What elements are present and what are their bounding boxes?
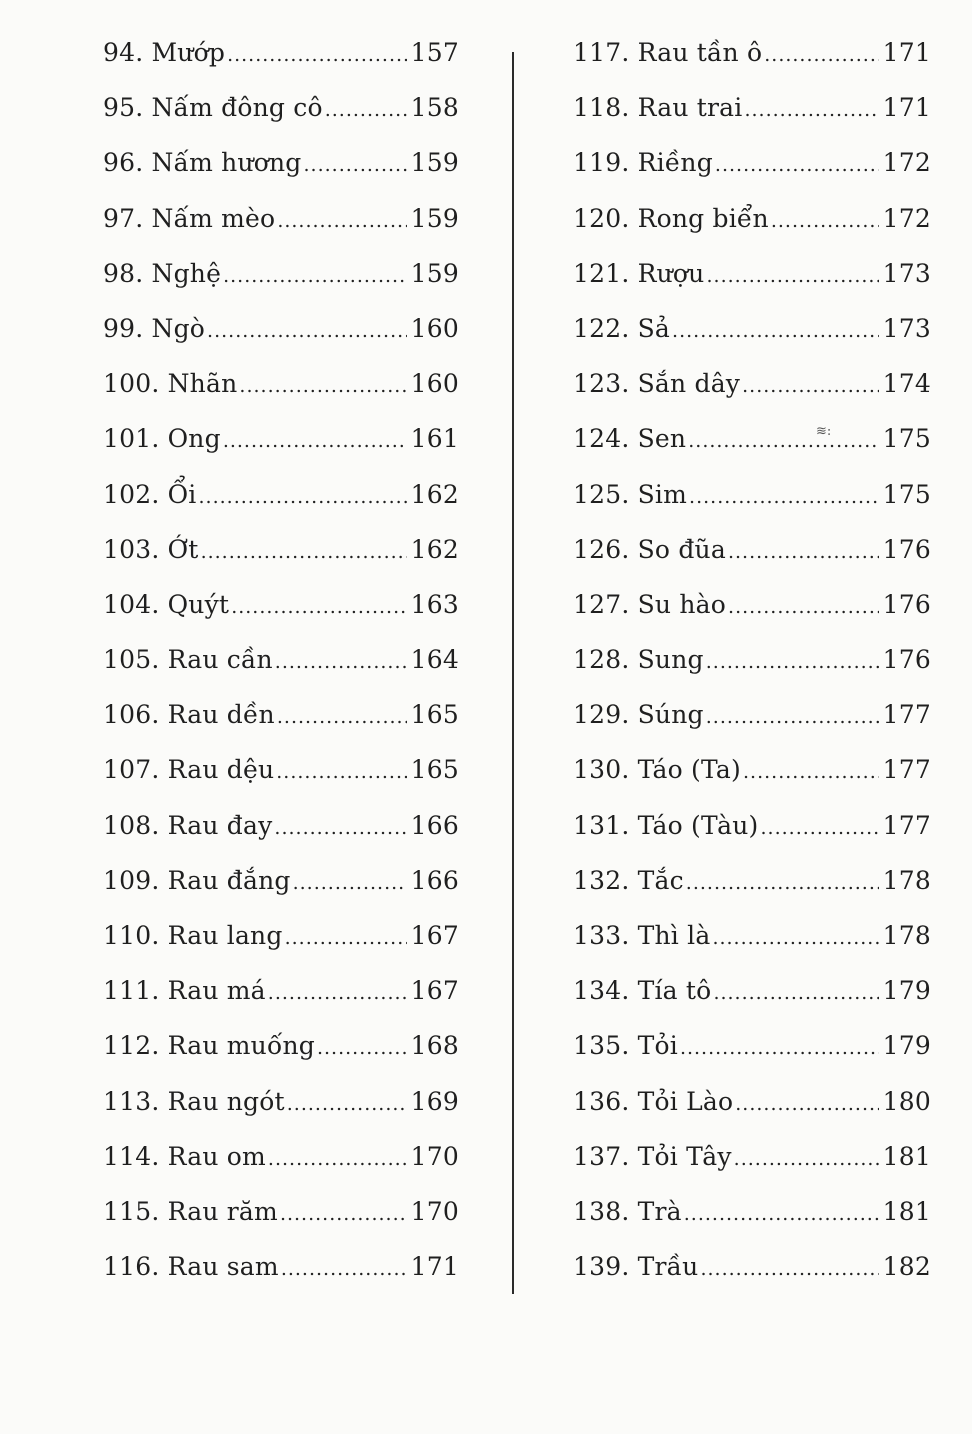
toc-entry — [573, 369, 931, 424]
dot-leader — [744, 99, 878, 121]
toc-entry-title: 121. Rượu — [573, 258, 705, 288]
toc-entry-title: 106. Rau dền — [103, 700, 275, 730]
toc-entry-page-number: 167 — [410, 976, 459, 1006]
toc-entry-title: 137. Tỏi Tây — [573, 1141, 732, 1171]
toc-entry-title: 122. Sả — [573, 313, 671, 343]
toc-entry-title: 135. Tỏi — [573, 1031, 678, 1061]
toc-entry-title: 105. Rau cần — [103, 645, 273, 675]
dot-leader — [274, 817, 406, 839]
toc-entry-page-number: 160 — [410, 313, 459, 343]
toc-entry — [103, 259, 459, 314]
toc-entry — [573, 700, 931, 755]
toc-entry-page-number: 159 — [410, 148, 459, 178]
dot-leader — [707, 265, 879, 287]
toc-entry-title: 139. Trầu — [573, 1252, 699, 1282]
toc-entry — [103, 1142, 459, 1197]
dot-leader — [706, 651, 879, 673]
toc-entry-title: 111. Rau má — [103, 976, 266, 1006]
print-smudge: ≋: — [816, 424, 832, 439]
dot-leader — [688, 430, 878, 452]
toc-entry-page-number: 177 — [882, 810, 931, 840]
dot-leader — [742, 375, 879, 397]
toc-entry-page-number: 179 — [882, 1031, 931, 1061]
toc-entry — [573, 1031, 931, 1086]
toc-entry-page-number: 181 — [882, 1141, 931, 1171]
toc-entry-title: 109. Rau đắng — [103, 865, 291, 895]
toc-entry — [573, 755, 931, 810]
dot-leader — [317, 1037, 407, 1059]
dot-leader — [734, 1148, 879, 1170]
toc-entry-page-number: 173 — [882, 258, 931, 288]
toc-entry — [573, 921, 931, 976]
toc-entry-page-number: 168 — [410, 1031, 459, 1061]
toc-entry — [573, 148, 931, 203]
toc-entry — [103, 38, 459, 93]
toc-entry — [103, 424, 459, 479]
toc-entry-page-number: 174 — [882, 369, 931, 399]
toc-entry-title: 119. Riềng — [573, 148, 713, 178]
dot-leader — [276, 761, 406, 783]
toc-entry-page-number: 162 — [410, 479, 459, 509]
toc-entry — [103, 700, 459, 755]
toc-entry-title: 126. So đũa — [573, 534, 726, 564]
toc-entry-page-number: 181 — [882, 1196, 931, 1226]
toc-entry — [573, 535, 931, 590]
toc-entry-page-number: 173 — [882, 313, 931, 343]
toc-entry-title: 107. Rau dệu — [103, 755, 275, 785]
toc-entry — [103, 1031, 459, 1086]
dot-leader — [715, 154, 879, 176]
toc-entry-page-number: 170 — [410, 1196, 459, 1226]
toc-entry-title: 94. Mướp — [103, 38, 226, 67]
toc-entry-page-number: 160 — [410, 369, 459, 399]
toc-entry-title: 125. Sim — [573, 479, 688, 509]
toc-entry — [103, 93, 459, 148]
toc-entry-page-number: 166 — [410, 865, 459, 895]
toc-entry-page-number: 176 — [882, 534, 931, 564]
toc-entry — [103, 314, 459, 369]
toc-entry — [573, 38, 931, 93]
toc-left-column — [103, 38, 459, 1307]
toc-entry — [573, 1087, 931, 1142]
toc-entry — [573, 811, 931, 866]
toc-entry-title: 108. Rau đay — [103, 810, 273, 840]
toc-entry-title: 99. Ngò — [103, 313, 206, 343]
dot-leader — [304, 154, 407, 176]
toc-entry-title: 134. Tía tô — [573, 976, 712, 1006]
dot-leader — [712, 927, 878, 949]
dot-leader — [713, 982, 878, 1004]
toc-entry-title: 118. Rau trai — [573, 93, 743, 123]
dot-leader — [686, 872, 879, 894]
toc-entry-title: 120. Rong biển — [573, 203, 769, 233]
toc-entry-page-number: 176 — [882, 645, 931, 675]
toc-entry-title: 127. Su hào — [573, 589, 727, 619]
toc-entry-title: 129. Súng — [573, 700, 704, 730]
dot-leader — [231, 596, 406, 618]
toc-entry-title: 110. Rau lang — [103, 921, 283, 950]
dot-leader — [325, 99, 407, 121]
toc-entry-title: 101. Ong — [103, 424, 221, 454]
toc-entry — [103, 1197, 459, 1252]
toc-entry — [103, 148, 459, 203]
toc-entry-page-number: 165 — [410, 755, 459, 785]
toc-entry-page-number: 159 — [410, 258, 459, 288]
toc-entry-title: 136. Tỏi Lào — [573, 1086, 734, 1116]
toc-entry — [573, 590, 931, 645]
dot-leader — [285, 927, 407, 949]
toc-entry-title: 130. Táo (Ta) — [573, 755, 741, 785]
toc-entry — [103, 976, 459, 1031]
dot-leader — [728, 541, 879, 563]
dot-leader — [771, 210, 879, 232]
toc-entry — [573, 314, 931, 369]
toc-entry-page-number: 165 — [410, 700, 459, 730]
toc-entry-page-number: 178 — [882, 921, 931, 950]
toc-entry-page-number: 166 — [410, 810, 459, 840]
toc-entry-title: 102. Ổi — [103, 479, 197, 509]
toc-entry-page-number: 157 — [410, 38, 459, 67]
toc-entry — [573, 204, 931, 259]
toc-entry-title: 138. Trà — [573, 1196, 682, 1226]
toc-entry-page-number: 177 — [882, 755, 931, 785]
toc-entry-title: 98. Nghệ — [103, 258, 222, 288]
toc-entry — [103, 811, 459, 866]
dot-leader — [280, 1203, 407, 1225]
toc-entry — [573, 424, 931, 479]
toc-entry — [103, 866, 459, 921]
toc-entry — [103, 535, 459, 590]
toc-entry-page-number: 159 — [410, 203, 459, 233]
toc-entry — [103, 1252, 459, 1307]
dot-leader — [735, 1093, 878, 1115]
toc-entry-title: 104. Quýt — [103, 589, 230, 619]
dot-leader — [700, 1258, 878, 1280]
toc-entry-page-number: 182 — [882, 1252, 931, 1282]
dot-leader — [281, 1258, 407, 1280]
dot-leader — [689, 486, 879, 508]
dot-leader — [706, 706, 879, 728]
toc-entry-title: 113. Rau ngót — [103, 1086, 285, 1116]
toc-entry-title: 103. Ớt — [103, 534, 199, 564]
dot-leader — [201, 541, 407, 563]
dot-leader — [743, 761, 879, 783]
toc-entry-title: 128. Sung — [573, 645, 704, 675]
toc-entry-page-number: 175 — [882, 424, 931, 454]
dot-leader — [293, 872, 407, 894]
toc-entry — [103, 204, 459, 259]
toc-entry-title: 115. Rau răm — [103, 1196, 278, 1226]
toc-entry-page-number: 171 — [882, 93, 931, 123]
toc-entry — [103, 755, 459, 810]
dot-leader — [227, 44, 407, 66]
toc-entry-page-number: 176 — [882, 589, 931, 619]
toc-entry-page-number: 171 — [410, 1252, 459, 1282]
toc-entry-title: 117. Rau tần ô — [573, 38, 763, 67]
toc-entry-page-number: 172 — [882, 148, 931, 178]
toc-entry-title: 112. Rau muống — [103, 1031, 315, 1061]
dot-leader — [761, 817, 879, 839]
dot-leader — [275, 651, 407, 673]
toc-entry-page-number: 162 — [410, 534, 459, 564]
toc-entry — [103, 921, 459, 976]
toc-entry-page-number: 164 — [410, 645, 459, 675]
toc-entry — [573, 1142, 931, 1197]
toc-entry-title: 97. Nấm mèo — [103, 203, 276, 233]
toc-entry-page-number: 179 — [882, 976, 931, 1006]
toc-right-column — [573, 38, 931, 1307]
toc-entry-page-number: 180 — [882, 1086, 931, 1116]
dot-leader — [728, 596, 879, 618]
toc-entry — [573, 976, 931, 1031]
toc-entry-title: 124. Sen — [573, 424, 687, 454]
dot-leader — [223, 265, 407, 287]
dot-leader — [199, 486, 407, 508]
toc-entry-page-number: 169 — [410, 1086, 459, 1116]
toc-entry — [573, 93, 931, 148]
dot-leader — [680, 1037, 879, 1059]
toc-entry — [103, 369, 459, 424]
toc-entry — [103, 1087, 459, 1142]
toc-entry-title: 116. Rau sam — [103, 1252, 279, 1282]
toc-entry — [573, 1252, 931, 1307]
toc-entry-page-number: 172 — [882, 203, 931, 233]
column-divider — [512, 52, 514, 1294]
toc-entry — [103, 480, 459, 535]
toc-entry-page-number: 178 — [882, 865, 931, 895]
toc-entry-page-number: 171 — [882, 38, 931, 67]
dot-leader — [764, 44, 878, 66]
toc-entry-title: 100. Nhãn — [103, 369, 238, 399]
toc-entry-page-number: 175 — [882, 479, 931, 509]
toc-entry-page-number: 158 — [410, 93, 459, 123]
dot-leader — [239, 375, 406, 397]
toc-entry-page-number: 161 — [410, 424, 459, 454]
toc-entry — [103, 645, 459, 700]
dot-leader — [207, 320, 407, 342]
toc-entry-title: 96. Nấm hương — [103, 148, 302, 178]
toc-entry — [573, 259, 931, 314]
toc-entry-title: 132. Tắc — [573, 865, 684, 895]
dot-leader — [672, 320, 879, 342]
toc-entry — [573, 1197, 931, 1252]
dot-leader — [268, 1148, 407, 1170]
toc-entry — [103, 590, 459, 645]
toc-entry-title: 133. Thì là — [573, 921, 711, 950]
toc-entry-title: 95. Nấm đông cô — [103, 93, 323, 123]
toc-entry-page-number: 177 — [882, 700, 931, 730]
dot-leader — [287, 1093, 407, 1115]
dot-leader — [223, 430, 407, 452]
toc-entry — [573, 645, 931, 700]
toc-entry-title: 131. Táo (Tàu) — [573, 810, 759, 840]
toc-entry-title: 114. Rau om — [103, 1141, 266, 1171]
toc-entry-page-number: 167 — [410, 921, 459, 950]
dot-leader — [277, 706, 407, 728]
dot-leader — [268, 982, 407, 1004]
toc-entry-page-number: 170 — [410, 1141, 459, 1171]
toc-entry-page-number: 163 — [410, 589, 459, 619]
toc-entry — [573, 866, 931, 921]
dot-leader — [684, 1203, 879, 1225]
dot-leader — [277, 210, 406, 232]
toc-entry — [573, 480, 931, 535]
toc-entry-title: 123. Sắn dây — [573, 369, 741, 399]
